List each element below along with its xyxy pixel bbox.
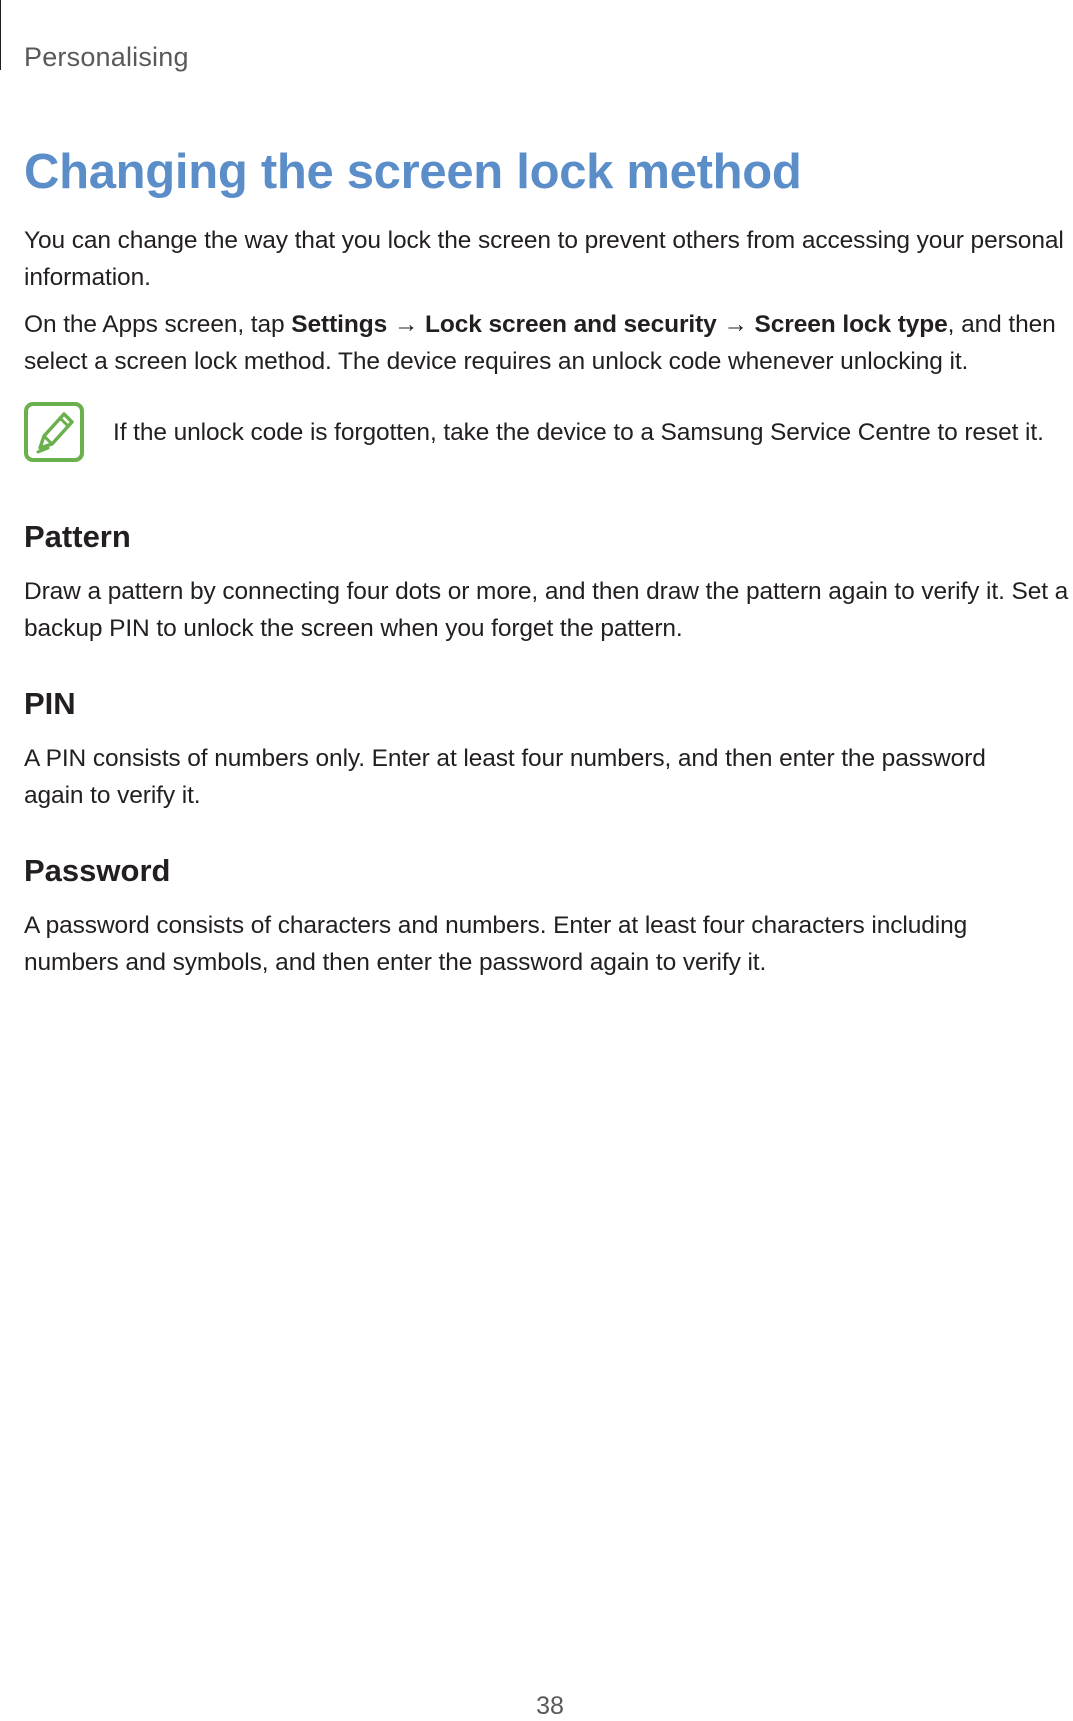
section-heading-pattern: Pattern — [24, 519, 131, 554]
section-heading-password: Password — [24, 853, 171, 888]
menu-path-arrow: → — [387, 311, 425, 338]
section-body-password: A password consists of characters and numbers. Enter at least four characters including numbers and symbols, and then enter the password again to verify it. — [24, 912, 968, 976]
running-header: Personalising — [24, 42, 189, 72]
instruction-suffix: , and then select a screen lock method. The device requires an unlock code whenever unlocking it. — [24, 311, 1056, 375]
menu-path-lock-screen-and-security: Lock screen and security — [424, 311, 717, 338]
menu-path-settings: Settings — [291, 311, 388, 338]
menu-path-screen-lock-type: Screen lock type — [754, 311, 948, 338]
menu-path-arrow: → — [716, 311, 755, 338]
page-number: 38 — [536, 1692, 564, 1720]
instruction-paragraph — [24, 306, 1069, 380]
instruction-prefix: On the Apps screen, tap — [24, 311, 292, 338]
section-body-pattern: Draw a pattern by connecting four dots or more, and then draw the pattern again to verify it. Set a backup PIN to unlock the screen when you forget the pattern. — [24, 578, 1069, 642]
section-body-pin: A PIN consists of numbers only. Enter at least four numbers, and then enter the password again to verify it. — [24, 745, 986, 809]
section-heading-pin: PIN — [24, 686, 76, 721]
note-pencil-icon — [24, 402, 84, 462]
note-text: If the unlock code is forgotten, take the device to a Samsung Service Centre to reset it. — [113, 419, 1044, 446]
intro-paragraph: You can change the way that you lock the screen to prevent others from accessing your personal information. — [24, 227, 1064, 291]
page-corner-mark — [0, 0, 1, 70]
page-title: Changing the screen lock method — [24, 145, 802, 199]
